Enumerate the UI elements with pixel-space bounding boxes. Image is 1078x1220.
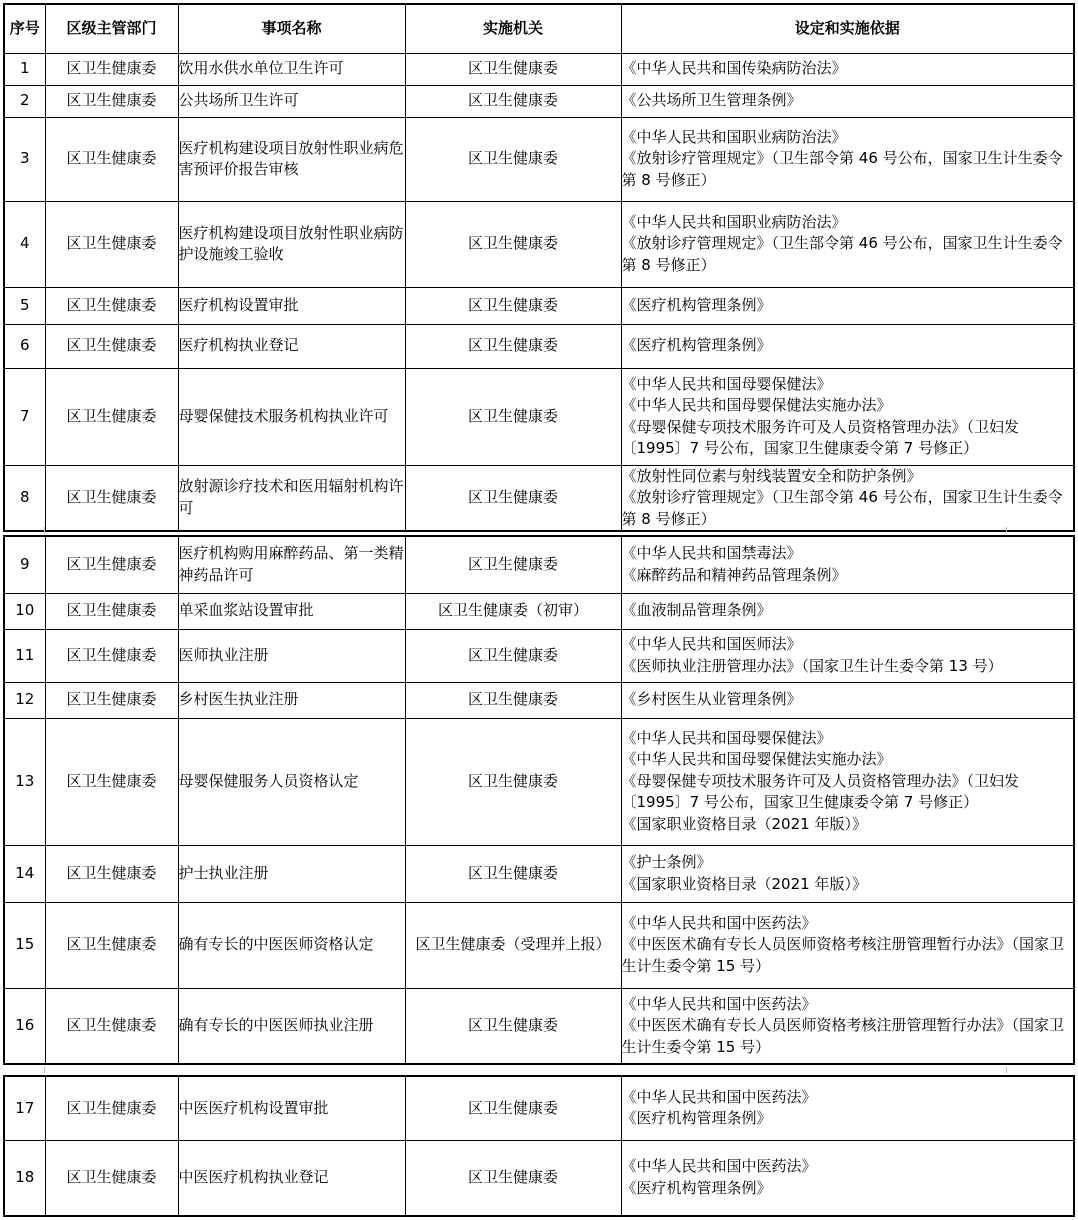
- cell-dept: 区卫生健康委: [45, 1140, 178, 1216]
- cell-item: 单采血浆站设置审批: [178, 593, 405, 629]
- approval-table-part-3: [3, 1075, 1075, 1217]
- cell-basis: 《血液制品管理条例》: [621, 593, 1074, 629]
- cell-dept: 区卫生健康委: [45, 718, 178, 845]
- cell-dept: 区卫生健康委: [45, 593, 178, 629]
- table-row: [4, 682, 1074, 718]
- cell-org: 区卫生健康委: [405, 465, 621, 531]
- cell-org: 区卫生健康委: [405, 1140, 621, 1216]
- cell-dept: 区卫生健康委: [45, 682, 178, 718]
- cell-no: 7: [4, 368, 45, 465]
- cell-item: 公共场所卫生许可: [178, 85, 405, 117]
- cell-item: 乡村医生执业注册: [178, 682, 405, 718]
- cell-basis: 《中华人民共和国传染病防治法》: [621, 53, 1074, 85]
- cell-no: 8: [4, 465, 45, 531]
- cell-basis: 《医疗机构管理条例》: [621, 324, 1074, 368]
- table-row: [4, 324, 1074, 368]
- cell-no: 9: [4, 536, 45, 593]
- cell-org: 区卫生健康委（受理并上报）: [405, 902, 621, 988]
- cell-basis: 《医疗机构管理条例》: [621, 287, 1074, 324]
- cell-dept: 区卫生健康委: [45, 324, 178, 368]
- header-org: 实施机关: [405, 4, 621, 53]
- cell-dept: 区卫生健康委: [45, 629, 178, 682]
- table-row: [4, 465, 1074, 531]
- cell-no: 17: [4, 1076, 45, 1140]
- cell-basis: 《中华人民共和国中医药法》 《医疗机构管理条例》: [621, 1076, 1074, 1140]
- cell-org: 区卫生健康委（初审）: [405, 593, 621, 629]
- cell-dept: 区卫生健康委: [45, 465, 178, 531]
- header-basis: 设定和实施依据: [621, 4, 1074, 53]
- cell-basis: 《中华人民共和国职业病防治法》 《放射诊疗管理规定》（卫生部令第 46 号公布，国家卫生计生委令第 8 号修正）: [621, 117, 1074, 201]
- cell-org: 区卫生健康委: [405, 988, 621, 1064]
- table-row: [4, 1140, 1074, 1216]
- cell-item: 母婴保健技术服务机构执业许可: [178, 368, 405, 465]
- cell-basis: 《中华人民共和国母婴保健法》 《中华人民共和国母婴保健法实施办法》 《母婴保健专项技术服务许可及人员资格管理办法》（卫妇发〔1995〕7 号公布，国家卫生健康委令第 7 号修正） 《国家职业资格目录（2021 年版）》: [621, 718, 1074, 845]
- cell-org: 区卫生健康委: [405, 629, 621, 682]
- cell-no: 14: [4, 845, 45, 902]
- page-break-mark: [44, 1067, 45, 1073]
- cell-org: 区卫生健康委: [405, 53, 621, 85]
- cell-no: 5: [4, 287, 45, 324]
- cell-dept: 区卫生健康委: [45, 287, 178, 324]
- cell-no: 10: [4, 593, 45, 629]
- cell-org: 区卫生健康委: [405, 85, 621, 117]
- header-no: 序号: [4, 4, 45, 53]
- cell-basis: 《中华人民共和国禁毒法》 《麻醉药品和精神药品管理条例》: [621, 536, 1074, 593]
- cell-dept: 区卫生健康委: [45, 85, 178, 117]
- table-row: [4, 287, 1074, 324]
- table-row: [4, 53, 1074, 85]
- cell-item: 确有专长的中医医师执业注册: [178, 988, 405, 1064]
- cell-org: 区卫生健康委: [405, 536, 621, 593]
- cell-item: 饮用水供水单位卫生许可: [178, 53, 405, 85]
- table-row: [4, 536, 1074, 593]
- cell-basis: 《放射性同位素与射线装置安全和防护条例》 《放射诊疗管理规定》（卫生部令第 46 号公布，国家卫生计生委令第 8 号修正）: [621, 465, 1074, 531]
- table-row: [4, 718, 1074, 845]
- cell-org: 区卫生健康委: [405, 682, 621, 718]
- cell-dept: 区卫生健康委: [45, 536, 178, 593]
- cell-org: 区卫生健康委: [405, 324, 621, 368]
- cell-item: 医疗机构建设项目放射性职业病防护设施竣工验收: [178, 201, 405, 287]
- cell-no: 6: [4, 324, 45, 368]
- cell-org: 区卫生健康委: [405, 368, 621, 465]
- cell-item: 母婴保健服务人员资格认定: [178, 718, 405, 845]
- cell-org: 区卫生健康委: [405, 117, 621, 201]
- cell-basis: 《乡村医生从业管理条例》: [621, 682, 1074, 718]
- cell-no: 13: [4, 718, 45, 845]
- table-row: [4, 629, 1074, 682]
- cell-basis: 《中华人民共和国母婴保健法》 《中华人民共和国母婴保健法实施办法》 《母婴保健专项技术服务许可及人员资格管理办法》（卫妇发〔1995〕7 号公布，国家卫生健康委令第 7 号修正）: [621, 368, 1074, 465]
- table-row: [4, 845, 1074, 902]
- cell-no: 11: [4, 629, 45, 682]
- cell-basis: 《中华人民共和国中医药法》 《医疗机构管理条例》: [621, 1140, 1074, 1216]
- cell-org: 区卫生健康委: [405, 201, 621, 287]
- table-row: [4, 117, 1074, 201]
- approval-table-part-2: [3, 535, 1075, 1065]
- cell-basis: 《公共场所卫生管理条例》: [621, 85, 1074, 117]
- cell-item: 中医医疗机构设置审批: [178, 1076, 405, 1140]
- header-dept: 区级主管部门: [45, 4, 178, 53]
- cell-org: 区卫生健康委: [405, 845, 621, 902]
- cell-item: 护士执业注册: [178, 845, 405, 902]
- cell-org: 区卫生健康委: [405, 1076, 621, 1140]
- cell-no: 4: [4, 201, 45, 287]
- cell-dept: 区卫生健康委: [45, 117, 178, 201]
- cell-no: 15: [4, 902, 45, 988]
- cell-dept: 区卫生健康委: [45, 902, 178, 988]
- cell-no: 1: [4, 53, 45, 85]
- cell-basis: 《护士条例》 《国家职业资格目录（2021 年版）》: [621, 845, 1074, 902]
- cell-dept: 区卫生健康委: [45, 1076, 178, 1140]
- table-row: [4, 902, 1074, 988]
- cell-no: 3: [4, 117, 45, 201]
- table-row: [4, 988, 1074, 1064]
- cell-basis: 《中华人民共和国医师法》 《医师执业注册管理办法》（国家卫生计生委令第 13 号）: [621, 629, 1074, 682]
- approval-table-part-1: [3, 3, 1075, 532]
- cell-dept: 区卫生健康委: [45, 368, 178, 465]
- cell-dept: 区卫生健康委: [45, 201, 178, 287]
- table-row: [4, 368, 1074, 465]
- table-row: [4, 201, 1074, 287]
- cell-no: 18: [4, 1140, 45, 1216]
- table-header-row: [4, 4, 1074, 53]
- cell-item: 医疗机构购用麻醉药品、第一类精神药品许可: [178, 536, 405, 593]
- table-row: [4, 1076, 1074, 1140]
- header-item: 事项名称: [178, 4, 405, 53]
- page-break-mark: [1006, 527, 1007, 533]
- cell-no: 16: [4, 988, 45, 1064]
- cell-org: 区卫生健康委: [405, 718, 621, 845]
- table-row: [4, 593, 1074, 629]
- cell-item: 医疗机构建设项目放射性职业病危害预评价报告审核: [178, 117, 405, 201]
- cell-dept: 区卫生健康委: [45, 988, 178, 1064]
- cell-item: 放射源诊疗技术和医用辐射机构许可: [178, 465, 405, 531]
- cell-item: 确有专长的中医医师资格认定: [178, 902, 405, 988]
- cell-item: 中医医疗机构执业登记: [178, 1140, 405, 1216]
- table-row: [4, 85, 1074, 117]
- cell-dept: 区卫生健康委: [45, 53, 178, 85]
- cell-dept: 区卫生健康委: [45, 845, 178, 902]
- cell-no: 2: [4, 85, 45, 117]
- cell-item: 医师执业注册: [178, 629, 405, 682]
- cell-basis: 《中华人民共和国中医药法》 《中医医术确有专长人员医师资格考核注册管理暂行办法》（国家卫生计生委令第 15 号）: [621, 988, 1074, 1064]
- cell-basis: 《中华人民共和国职业病防治法》 《放射诊疗管理规定》（卫生部令第 46 号公布，国家卫生计生委令第 8 号修正）: [621, 201, 1074, 287]
- cell-basis: 《中华人民共和国中医药法》 《中医医术确有专长人员医师资格考核注册管理暂行办法》（国家卫生计生委令第 15 号）: [621, 902, 1074, 988]
- cell-org: 区卫生健康委: [405, 287, 621, 324]
- cell-item: 医疗机构执业登记: [178, 324, 405, 368]
- cell-item: 医疗机构设置审批: [178, 287, 405, 324]
- page-break-mark: [44, 527, 45, 533]
- cell-no: 12: [4, 682, 45, 718]
- page-break-mark: [1006, 1067, 1007, 1073]
